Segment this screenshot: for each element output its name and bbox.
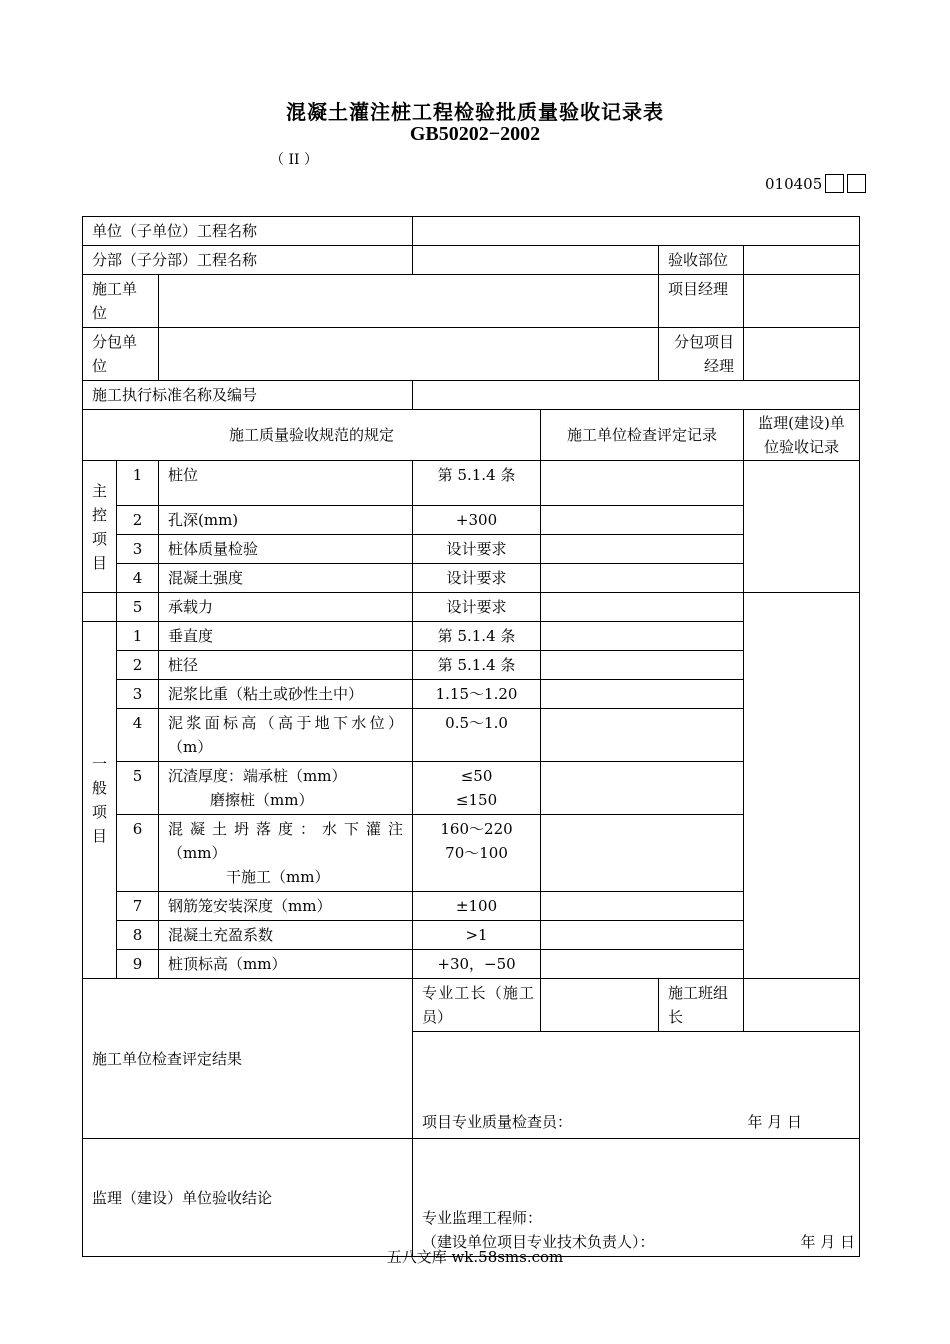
item-name: 承载力 (159, 593, 413, 622)
label-project-manager: 项目经理 (659, 275, 744, 328)
item-name: 混凝土充盈系数 (159, 921, 413, 950)
contractor-record-cell[interactable] (541, 950, 744, 979)
contractor-result-area[interactable] (413, 1032, 860, 1139)
row-number: 8 (117, 921, 159, 950)
row-number: 2 (117, 651, 159, 680)
requirement-line: ≤150 (455, 791, 498, 809)
item-requirement: 设计要求 (413, 535, 541, 564)
label-subcontract-manager: 分包项目经理 (659, 328, 744, 381)
contractor-record-cell[interactable] (541, 762, 744, 815)
item-name: 桩径 (159, 651, 413, 680)
contractor-record-cell[interactable] (541, 709, 744, 762)
value-unit-project[interactable] (413, 217, 860, 246)
item-name-line: 磨擦桩（mm） (210, 791, 314, 809)
item-name-line: 泥浆面标高（高于地下水位） (168, 714, 404, 732)
form-title: 混凝土灌注桩工程检验批质量验收记录表 (286, 100, 664, 124)
row-number: 3 (117, 535, 159, 564)
contractor-record-cell[interactable] (541, 680, 744, 709)
contractor-record-cell[interactable] (541, 506, 744, 535)
item-requirement (413, 815, 541, 892)
footer-watermark: 五八文库 wk.58sms.com (386, 1248, 564, 1266)
row-number: 2 (117, 506, 159, 535)
row-number: 7 (117, 892, 159, 921)
item-requirement: 设计要求 (413, 564, 541, 593)
value-subcontract-manager[interactable] (744, 328, 860, 381)
contractor-record-cell[interactable] (541, 651, 744, 680)
label-standard-name: 施工执行标准名称及编号 (83, 381, 413, 410)
value-subcontract-unit[interactable] (159, 328, 659, 381)
value-project-manager[interactable] (744, 275, 860, 328)
item-name (159, 709, 413, 762)
item-name-line: （m） (168, 738, 213, 756)
supervisor-record-cell[interactable] (744, 593, 860, 979)
requirement-line: ≤50 (460, 767, 493, 785)
contractor-record-cell[interactable] (541, 622, 744, 651)
form-code-number: 010405 (765, 174, 823, 193)
foreman-line: 专业工长（施工 (422, 984, 535, 1002)
contractor-record-cell[interactable] (541, 892, 744, 921)
item-name: 泥浆比重（粘土或砂性土中） (159, 680, 413, 709)
value-standard-name[interactable] (413, 381, 860, 410)
value-construction-unit[interactable] (159, 275, 659, 328)
row-number: 6 (117, 815, 159, 892)
label-owner-rep: （建设单位项目专业技术负责人）： (422, 1233, 655, 1251)
item-requirement: >1 (413, 921, 541, 950)
item-name (159, 815, 413, 892)
item-requirement: 1.15～1.20 (413, 680, 541, 709)
header-supervisor-line: 位验收记录 (764, 438, 840, 456)
label-acceptance-part: 验收部位 (659, 246, 744, 275)
item-name: 桩顶标高（mm） (159, 950, 413, 979)
item-name: 桩体质量检验 (159, 535, 413, 564)
main-items-label: 主 控 项 目 (83, 461, 117, 593)
item-name: 垂直度 (159, 622, 413, 651)
inspection-table (82, 216, 860, 1257)
row-number: 3 (117, 680, 159, 709)
form-code (765, 174, 866, 193)
label-inspector: 项目专业质量检查员： (422, 1113, 573, 1131)
item-name-line: 沉渣厚度：端承桩（mm） (168, 767, 347, 785)
item-requirement: 0.5～1.0 (413, 709, 541, 762)
label-subcontract-unit: 分包单位 (83, 328, 159, 381)
code-box (847, 174, 866, 193)
item-requirement: ±100 (413, 892, 541, 921)
row-number: 5 (117, 762, 159, 815)
item-name-line: 干施工（mm） (226, 868, 330, 886)
row-number: 9 (117, 950, 159, 979)
label-foreman (413, 979, 541, 1032)
item-name: 桩位 (159, 461, 413, 506)
item-name: 孔深(mm) (159, 506, 413, 535)
item-name: 混凝土强度 (159, 564, 413, 593)
supervisor-date: 年 月 日 (800, 1233, 856, 1251)
header-supervisor-record (744, 410, 860, 461)
row-number: 4 (117, 709, 159, 762)
label-engineer: 专业监理工程师： (422, 1209, 543, 1227)
label-team-leader: 施工班组长 (659, 979, 744, 1032)
contractor-record-cell[interactable] (541, 535, 744, 564)
row-number: 1 (117, 461, 159, 506)
inspector-date: 年 月 日 (747, 1113, 803, 1131)
contractor-record-cell[interactable] (541, 461, 744, 506)
item-requirement (413, 762, 541, 815)
contractor-record-cell[interactable] (541, 564, 744, 593)
standard-code: GB50202−2002 (409, 123, 541, 145)
item-requirement: 第 5.1.4 条 (413, 651, 541, 680)
header-contractor-record: 施工单位检查评定记录 (541, 410, 744, 461)
item-name: 钢筋笼安装深度（mm） (159, 892, 413, 921)
contractor-record-cell[interactable] (541, 815, 744, 892)
label-supervisor-conclusion: 监理（建设）单位验收结论 (83, 1139, 413, 1257)
form-subtitle: （ II ） (270, 152, 318, 168)
item-requirement: 第 5.1.4 条 (413, 461, 541, 506)
row-number: 5 (117, 593, 159, 622)
label-unit-project: 单位（子单位）工程名称 (83, 217, 413, 246)
requirement-line: 160～220 (440, 820, 513, 838)
contractor-record-cell[interactable] (541, 593, 744, 622)
header-spec: 施工质量验收规范的规定 (83, 410, 541, 461)
contractor-record-cell[interactable] (541, 921, 744, 950)
item-requirement: +300 (413, 506, 541, 535)
main-items-label-tail (83, 593, 117, 622)
label-construction-unit: 施工单位 (83, 275, 159, 328)
item-requirement: +30，−50 (413, 950, 541, 979)
supervisor-record-cell[interactable] (744, 461, 860, 593)
supervisor-conclusion-area[interactable] (413, 1139, 860, 1257)
inspector-signature-line (422, 1110, 802, 1134)
value-team-leader[interactable] (744, 979, 860, 1032)
requirement-line: 70～100 (445, 844, 508, 862)
value-sub-project[interactable] (413, 246, 659, 275)
item-name-line: 混凝土坍落度：水下灌注 (168, 820, 404, 838)
row-number: 4 (117, 564, 159, 593)
foreman-line: 员） (422, 1008, 453, 1026)
general-items-label: 一 般 项 目 (83, 622, 117, 979)
label-sub-project: 分部（子分部）工程名称 (83, 246, 413, 275)
item-requirement: 设计要求 (413, 593, 541, 622)
code-box (825, 174, 844, 193)
item-name-line: （mm） (168, 844, 227, 862)
label-contractor-result: 施工单位检查评定结果 (83, 979, 413, 1139)
value-foreman[interactable] (541, 979, 659, 1032)
row-number: 1 (117, 622, 159, 651)
value-acceptance-part[interactable] (744, 246, 860, 275)
item-requirement: 第 5.1.4 条 (413, 622, 541, 651)
header-supervisor-line: 监理(建设)单 (758, 414, 845, 432)
item-name (159, 762, 413, 815)
